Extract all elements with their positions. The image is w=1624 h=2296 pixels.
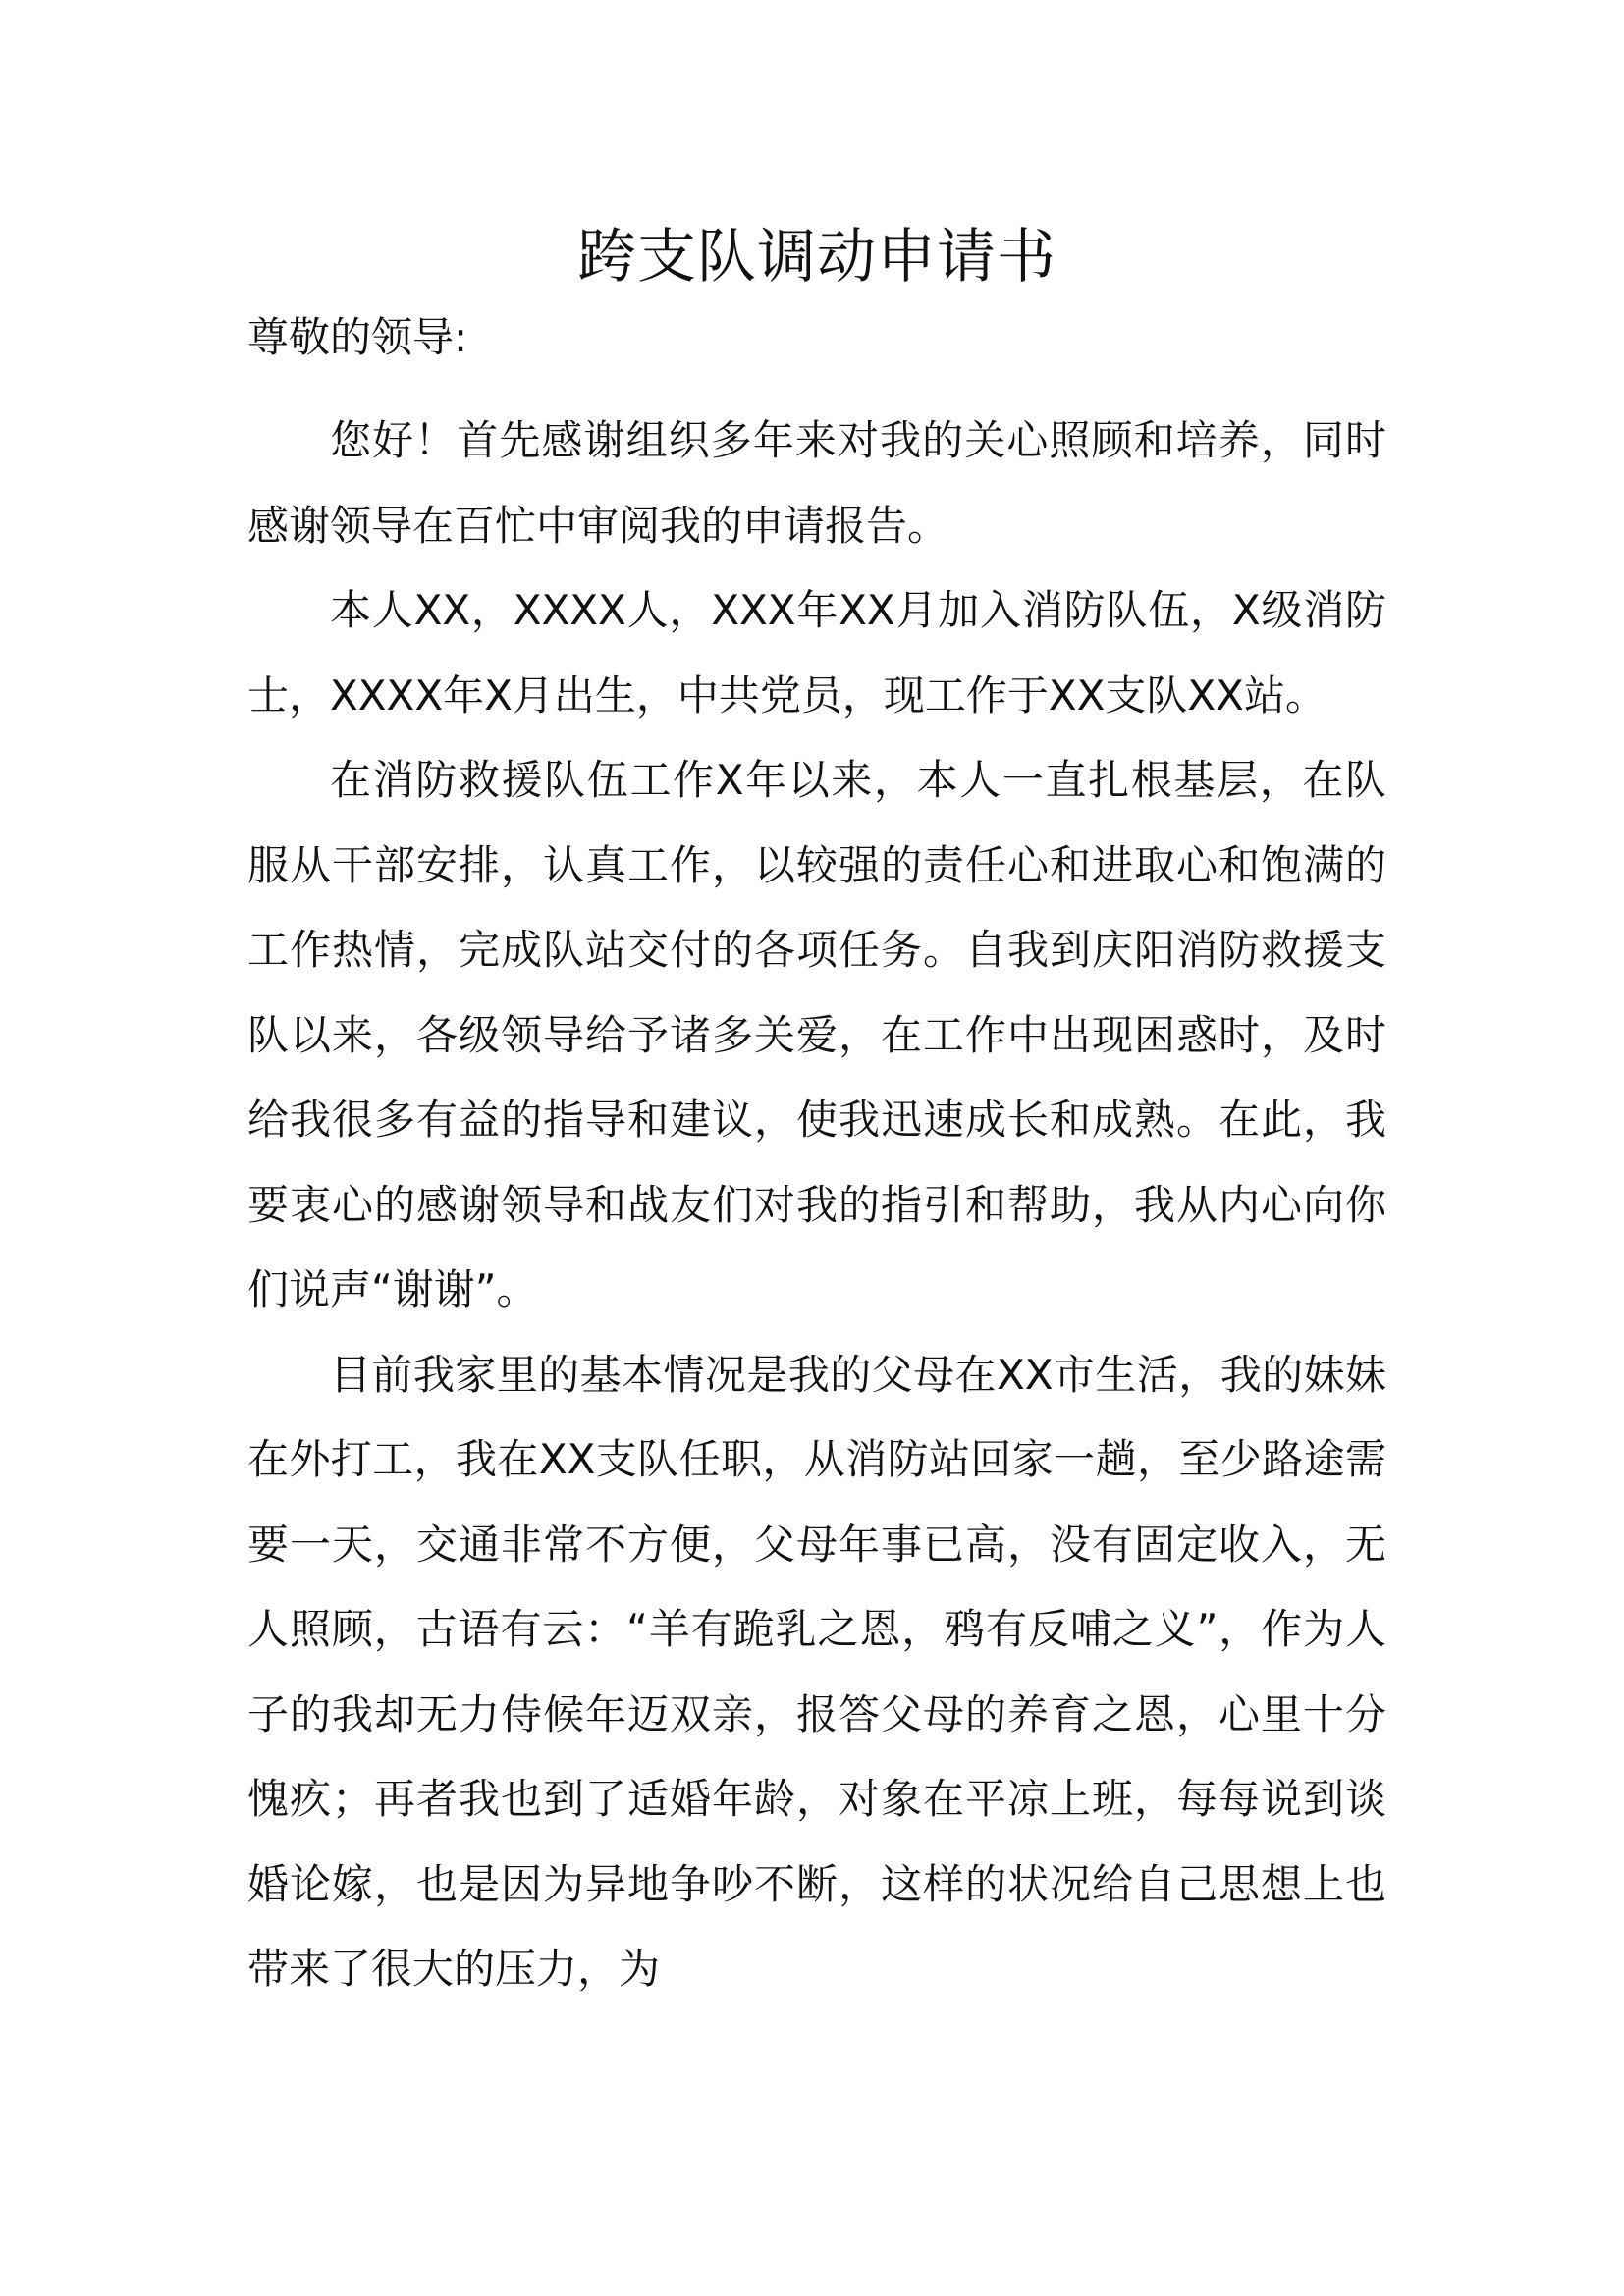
paragraph-greeting: 您好！首先感谢组织多年来对我的关心照顾和培养，同时感谢领导在百忙中审阅我的申请报告。 [247,416,1386,550]
paragraph-family-situation: 目前我家里的基本情况是我的父母在XX市生活，我的妹妹在外打工，我在XX支队任职，从消防站回家一趟，至少路途需要一天，交通非常不方便，父母年事已高，没有固定收入，无人照顾，古语有云：“羊有跪乳之恩，鸦有反哺之义”，作为人子的我却无力侍候年迈双亲，报答父母的养育之恩，心里十分愧疚；再者我也到了适婚年龄，对象在平凉上班，每每说到谈婚论嫁，也是因为异地争吵不断，这样的状况给自己思想上也带来了很大的压力，为 [247,1350,1386,1993]
document-title: 跨支队调动申请书 [577,223,1056,292]
salutation: 尊敬的领导: [247,313,468,361]
paragraph-work-history: 在消防救援队伍工作X年以来，本人一直扎根基层，在队服从干部安排，认真工作，以较强的责任心和进取心和饱满的工作热情，完成队站交付的各项任务。自我到庆阳消防救援支队以来，各级领导给予诸多关爱，在工作中出现困惑时，及时给我很多有益的指导和建议，使我迅速成长和成熟。在此，我要衷心的感谢领导和战友们对我的指引和帮助，我从内心向你们说声“谢谢”。 [247,756,1386,1313]
paragraph-personal-info: 本人XX，XXXX人，XXX年XX月加入消防队伍，X级消防士，XXXX年X月出生，中共党员，现工作于XX支队XX站。 [247,586,1386,720]
document-body [247,399,1386,2012]
